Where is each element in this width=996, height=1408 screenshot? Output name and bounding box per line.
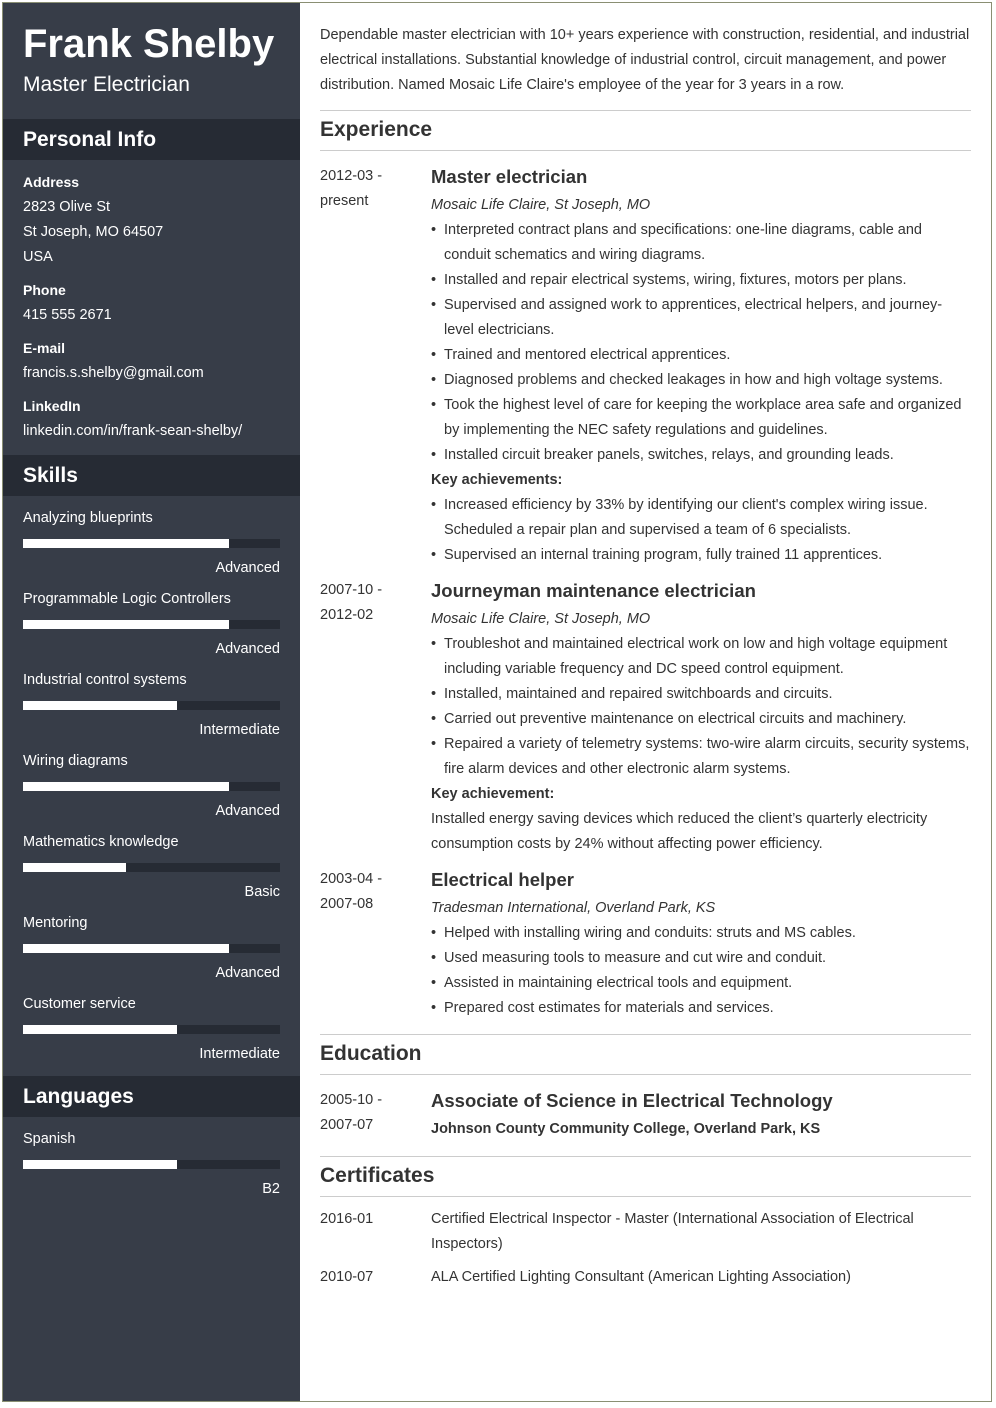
certificates-section [320, 1156, 971, 1290]
skill-level-bar [23, 701, 280, 710]
personal-info [3, 160, 300, 444]
list-item: • Helped with installing wiring and conduits: struts and MS cables. [431, 921, 971, 946]
certificate-entry [320, 1207, 971, 1257]
entry-body [431, 164, 971, 568]
achievement-text: Installed energy saving devices which reduced the client’s quarterly electricity consumption costs by 24% without affecting power efficiency. [431, 811, 928, 852]
linkedin-group [23, 394, 280, 444]
list-item: • Increased efficiency by 33% by identifying our client's complex wiring issue. Scheduled a repair plan and supervised a team of 6 specialists. [431, 493, 971, 543]
address-line: 2823 Olive St [23, 199, 111, 215]
skill-level-fill [23, 539, 229, 548]
certificates-heading: Certificates [320, 1156, 971, 1197]
candidate-name: Frank Shelby [23, 22, 275, 66]
entry-dates [320, 867, 431, 1021]
language-name: Spanish [23, 1131, 76, 1147]
email-group [23, 336, 280, 386]
certificate-date: 2016-01 [320, 1211, 374, 1227]
skill-name: Mentoring [23, 915, 88, 931]
duties-list [431, 921, 971, 1021]
skill-level-fill [23, 701, 177, 710]
certificate-entry [320, 1265, 971, 1290]
list-item: • Installed and repair electrical systems, wiring, fixtures, motors per plans. [431, 268, 971, 293]
phone-group [23, 278, 280, 328]
skill-item [23, 668, 280, 749]
skill-name: Customer service [23, 996, 136, 1012]
skill-name: Industrial control systems [23, 672, 187, 688]
date-start: 2007-10 - [320, 582, 383, 598]
entry-body [431, 867, 971, 1021]
list-item: • Supervised an internal training program, fully trained 11 apprentices. [431, 543, 971, 568]
date-end: 2007-08 [320, 896, 374, 912]
list-item: • Installed circuit breaker panels, switches, relays, and grounding leads. [431, 443, 971, 468]
address-line: USA [23, 249, 53, 265]
experience-entry [320, 867, 971, 1021]
skill-item [23, 911, 280, 992]
job-title: Electrical helper [431, 869, 574, 890]
personal-info-heading: Personal Info [3, 119, 300, 160]
linkedin-label: LinkedIn [23, 398, 81, 414]
skill-level-label: Advanced [215, 965, 280, 981]
address-group [23, 170, 280, 270]
candidate-title: Master Electrician [23, 73, 190, 96]
list-item: • Interpreted contract plans and specifications: one-line diagrams, cable and conduit schematics and wiring diagrams. [431, 218, 971, 268]
skill-level-bar [23, 944, 280, 953]
skill-level-bar [23, 782, 280, 791]
languages-heading: Languages [3, 1076, 300, 1117]
skill-item [23, 506, 280, 587]
achievements-label: Key achievements: [431, 472, 563, 488]
skill-level-label: Intermediate [199, 722, 280, 738]
certificate-date: 2010-07 [320, 1269, 374, 1285]
languages-list [3, 1117, 300, 1207]
skill-name: Wiring diagrams [23, 753, 128, 769]
education-heading: Education [320, 1034, 971, 1075]
skill-level-fill [23, 1025, 177, 1034]
skill-name: Analyzing blueprints [23, 510, 153, 526]
skill-level-bar [23, 1025, 280, 1034]
skills-heading: Skills [3, 455, 300, 496]
list-item: • Carried out preventive maintenance on electrical circuits and machinery. [431, 707, 971, 732]
degree: Associate of Science in Electrical Technology [431, 1090, 833, 1111]
language-item [23, 1127, 280, 1207]
company: Mosaic Life Claire, St Joseph, MO [431, 611, 651, 627]
skill-level-label: Advanced [215, 560, 280, 576]
list-item: • Assisted in maintaining electrical tools and equipment. [431, 971, 971, 996]
date-start: 2005-10 - [320, 1092, 383, 1108]
company: Mosaic Life Claire, St Joseph, MO [431, 197, 651, 213]
list-item: • Used measuring tools to measure and cut wire and conduit. [431, 946, 971, 971]
skill-level-label: Advanced [215, 641, 280, 657]
list-item: • Troubleshot and maintained electrical work on low and high voltage equipment including variable frequency and DC speed control equipment. [431, 632, 971, 682]
date-end: present [320, 193, 369, 209]
email-value[interactable]: francis.s.shelby@gmail.com [23, 365, 204, 381]
skill-level-fill [23, 863, 126, 872]
address-line: St Joseph, MO 64507 [23, 224, 164, 240]
duties-list [431, 218, 971, 468]
date-start: 2012-03 - [320, 168, 383, 184]
experience-heading: Experience [320, 110, 971, 151]
achievements-list [431, 493, 971, 568]
job-title: Master electrician [431, 166, 588, 187]
language-level-label: B2 [262, 1181, 280, 1197]
sidebar [3, 3, 300, 1401]
experience-entry [320, 578, 971, 857]
certificate-text: ALA Certified Lighting Consultant (American Lighting Association) [431, 1269, 851, 1285]
entry-body [431, 578, 971, 857]
entry-dates [320, 164, 431, 568]
list-item: • Repaired a variety of telemetry systems: two-wire alarm circuits, security systems, fire alarm devices and other electronic alarm systems. [431, 732, 971, 782]
skill-item [23, 587, 280, 668]
main-content [300, 3, 991, 1401]
certificate-text: Certified Electrical Inspector - Master (International Association of Electrical Inspectors) [431, 1211, 914, 1252]
skill-level-fill [23, 620, 229, 629]
list-item: • Supervised and assigned work to apprentices, electrical helpers, and journey-level electricians. [431, 293, 971, 343]
resume-page [2, 2, 992, 1402]
skills-list [3, 496, 300, 1073]
list-item: • Took the highest level of care for keeping the workplace area safe and organized by implementing the NEC safety regulations and guidelines. [431, 393, 971, 443]
date-end: 2007-07 [320, 1117, 374, 1133]
entry-dates [320, 1088, 431, 1142]
address-label: Address [23, 174, 80, 190]
list-item: • Installed, maintained and repaired switchboards and circuits. [431, 682, 971, 707]
list-item: • Trained and mentored electrical apprentices. [431, 343, 971, 368]
company: Tradesman International, Overland Park, KS [431, 900, 716, 916]
language-level-fill [23, 1160, 177, 1169]
experience-entry [320, 164, 971, 568]
list-item: • Prepared cost estimates for materials and services. [431, 996, 971, 1021]
skill-level-bar [23, 620, 280, 629]
skill-item [23, 992, 280, 1073]
skill-name: Programmable Logic Controllers [23, 591, 231, 607]
entry-body [431, 1088, 971, 1142]
skill-level-label: Advanced [215, 803, 280, 819]
skill-level-bar [23, 539, 280, 548]
skill-name: Mathematics knowledge [23, 834, 179, 850]
school: Johnson County Community College, Overland Park, KS [431, 1121, 821, 1137]
date-end: 2012-02 [320, 607, 374, 623]
skill-item [23, 830, 280, 911]
list-item: • Diagnosed problems and checked leakages in how and high voltage systems. [431, 368, 971, 393]
achievement-label: Key achievement: [431, 786, 555, 802]
skill-level-label: Basic [244, 884, 280, 900]
education-section [320, 1034, 971, 1142]
skill-level-fill [23, 782, 229, 791]
skill-level-bar [23, 863, 280, 872]
linkedin-value[interactable]: linkedin.com/in/frank-sean-shelby/ [23, 423, 243, 439]
skill-item [23, 749, 280, 830]
date-start: 2003-04 - [320, 871, 383, 887]
education-entry [320, 1088, 971, 1142]
language-level-bar [23, 1160, 280, 1169]
phone-label: Phone [23, 282, 66, 298]
entry-dates [320, 578, 431, 857]
duties-list [431, 632, 971, 782]
email-label: E-mail [23, 340, 66, 356]
skill-level-fill [23, 944, 229, 953]
job-title: Journeyman maintenance electrician [431, 580, 756, 601]
professional-summary: Dependable master electrician with 10+ years experience with construction, residential, and industrial electrical installations. Substantial knowledge of industrial control, circuit management, and power distribution. Named Mosaic Life Claire's employee of the year for 3 years in a row. [320, 27, 970, 93]
skill-level-label: Intermediate [199, 1046, 280, 1062]
phone-value: 415 555 2671 [23, 307, 112, 323]
